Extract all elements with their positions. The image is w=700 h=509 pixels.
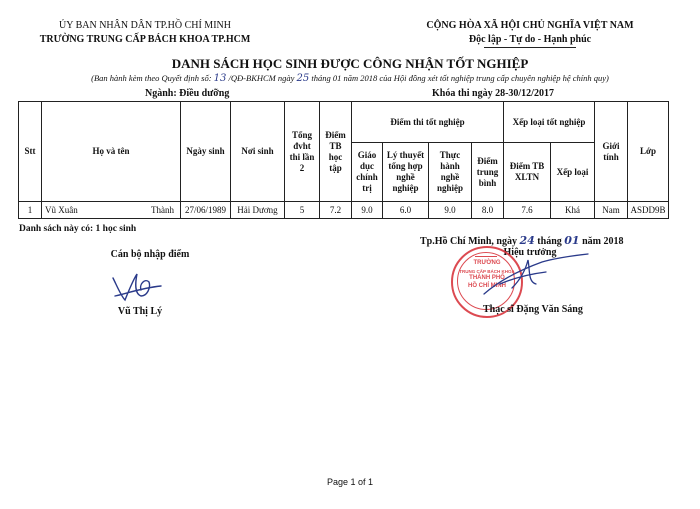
stamp-text: TRƯỜNG TRUNG CẤP BÁCH KHOA THÀNH PHỐ HỒ CHÍ MINH bbox=[459, 260, 515, 289]
header-practice: Thực hành nghề nghiệp bbox=[429, 143, 472, 202]
signing-date: Tp.Hồ Chí Minh, ngày 24 tháng 01 năm 2018 bbox=[420, 234, 624, 247]
summary-line: Danh sách này có: 1 học sinh bbox=[19, 224, 137, 234]
cell-xltn: 7.6 bbox=[504, 202, 551, 219]
cell-class: ASDD9B bbox=[628, 202, 669, 219]
cell-name bbox=[42, 202, 181, 219]
major-label: Ngành: Điều dưỡng bbox=[145, 88, 230, 99]
cell-birthplace: Hải Dương bbox=[231, 202, 285, 219]
agency-name: ỦY BAN NHÂN DÂN TP.HỒ CHÍ MINH bbox=[59, 20, 231, 31]
signing-day: 24 bbox=[519, 234, 535, 247]
cell-theory: 6.0 bbox=[383, 202, 429, 219]
left-signature-icon bbox=[95, 266, 185, 308]
header-theory: Lý thuyết tổng hợp nghề nghiệp bbox=[383, 143, 429, 202]
header-politics: Giáo dục chính trị bbox=[352, 143, 383, 202]
cell-dob: 27/06/1989 bbox=[181, 202, 231, 219]
cell-rank: Khá bbox=[551, 202, 595, 219]
decision-day: 25 bbox=[296, 73, 310, 84]
left-signer-role: Cán bộ nhập điểm bbox=[110, 249, 190, 260]
school-name: TRƯỜNG TRUNG CẤP BÁCH KHOA TP.HCM bbox=[39, 34, 251, 45]
header-gender: Giới tính bbox=[595, 102, 628, 202]
header-birthplace: Nơi sinh bbox=[231, 102, 285, 202]
header-exam-avg: Điểm trung bình bbox=[472, 143, 504, 202]
header-credits: Tổng đvht thi lần 2 bbox=[285, 102, 320, 202]
right-signer-role: Hiệu trưởng bbox=[503, 247, 557, 258]
cell-practice: 9.0 bbox=[429, 202, 472, 219]
exam-session: Khóa thi ngày 28-30/12/2017 bbox=[432, 88, 554, 99]
header-dob: Ngày sinh bbox=[181, 102, 231, 202]
cell-first-name: Thành bbox=[151, 204, 174, 215]
header-class: Lớp bbox=[628, 102, 669, 202]
right-signer-name: Thạc sĩ Đặng Văn Sáng bbox=[483, 304, 583, 315]
header-gpa: Điểm TB học tập bbox=[320, 102, 352, 202]
header-exam-group: Điểm thi tốt nghiệp bbox=[352, 102, 504, 143]
cell-stt: 1 bbox=[19, 202, 42, 219]
header-xltn: Điểm TB XLTN bbox=[504, 143, 551, 202]
country-motto: Độc lập - Tự do - Hạnh phúc bbox=[468, 34, 592, 45]
cell-exam-avg: 8.0 bbox=[472, 202, 504, 219]
right-signature-icon bbox=[470, 250, 600, 310]
cell-last-name: Vũ Xuân bbox=[45, 204, 78, 215]
page-subtitle: (Ban hành kèm theo Quyết định số: 13 /QĐ-BKHCM ngày 25 tháng 01 năm 2018 của Hội đồng xét tốt nghiệp trung cấp chuyên nghiệp hệ chính quy) bbox=[91, 73, 609, 84]
header-stt: Stt bbox=[19, 102, 42, 202]
graduates-table bbox=[18, 101, 669, 219]
cell-politics: 9.0 bbox=[352, 202, 383, 219]
page-title: DANH SÁCH HỌC SINH ĐƯỢC CÔNG NHẬN TỐT NGHIỆP bbox=[171, 56, 529, 71]
decision-number: 13 bbox=[213, 73, 227, 84]
cell-credits: 5 bbox=[285, 202, 320, 219]
left-signer-name: Vũ Thị Lý bbox=[117, 306, 163, 317]
cell-gender: Nam bbox=[595, 202, 628, 219]
country-name: CỘNG HÒA XÃ HỘI CHỦ NGHĨA VIỆT NAM bbox=[426, 20, 634, 31]
table-row bbox=[19, 202, 669, 219]
signing-month: 01 bbox=[564, 234, 580, 247]
cell-gpa: 7.2 bbox=[320, 202, 352, 219]
header-name: Họ và tên bbox=[42, 102, 181, 202]
header-rank-group: Xếp loại tốt nghiệp bbox=[504, 102, 595, 143]
motto-underline bbox=[484, 47, 576, 48]
header-rank: Xếp loại bbox=[551, 143, 595, 202]
page-footer: Page 1 of 1 bbox=[326, 477, 374, 487]
